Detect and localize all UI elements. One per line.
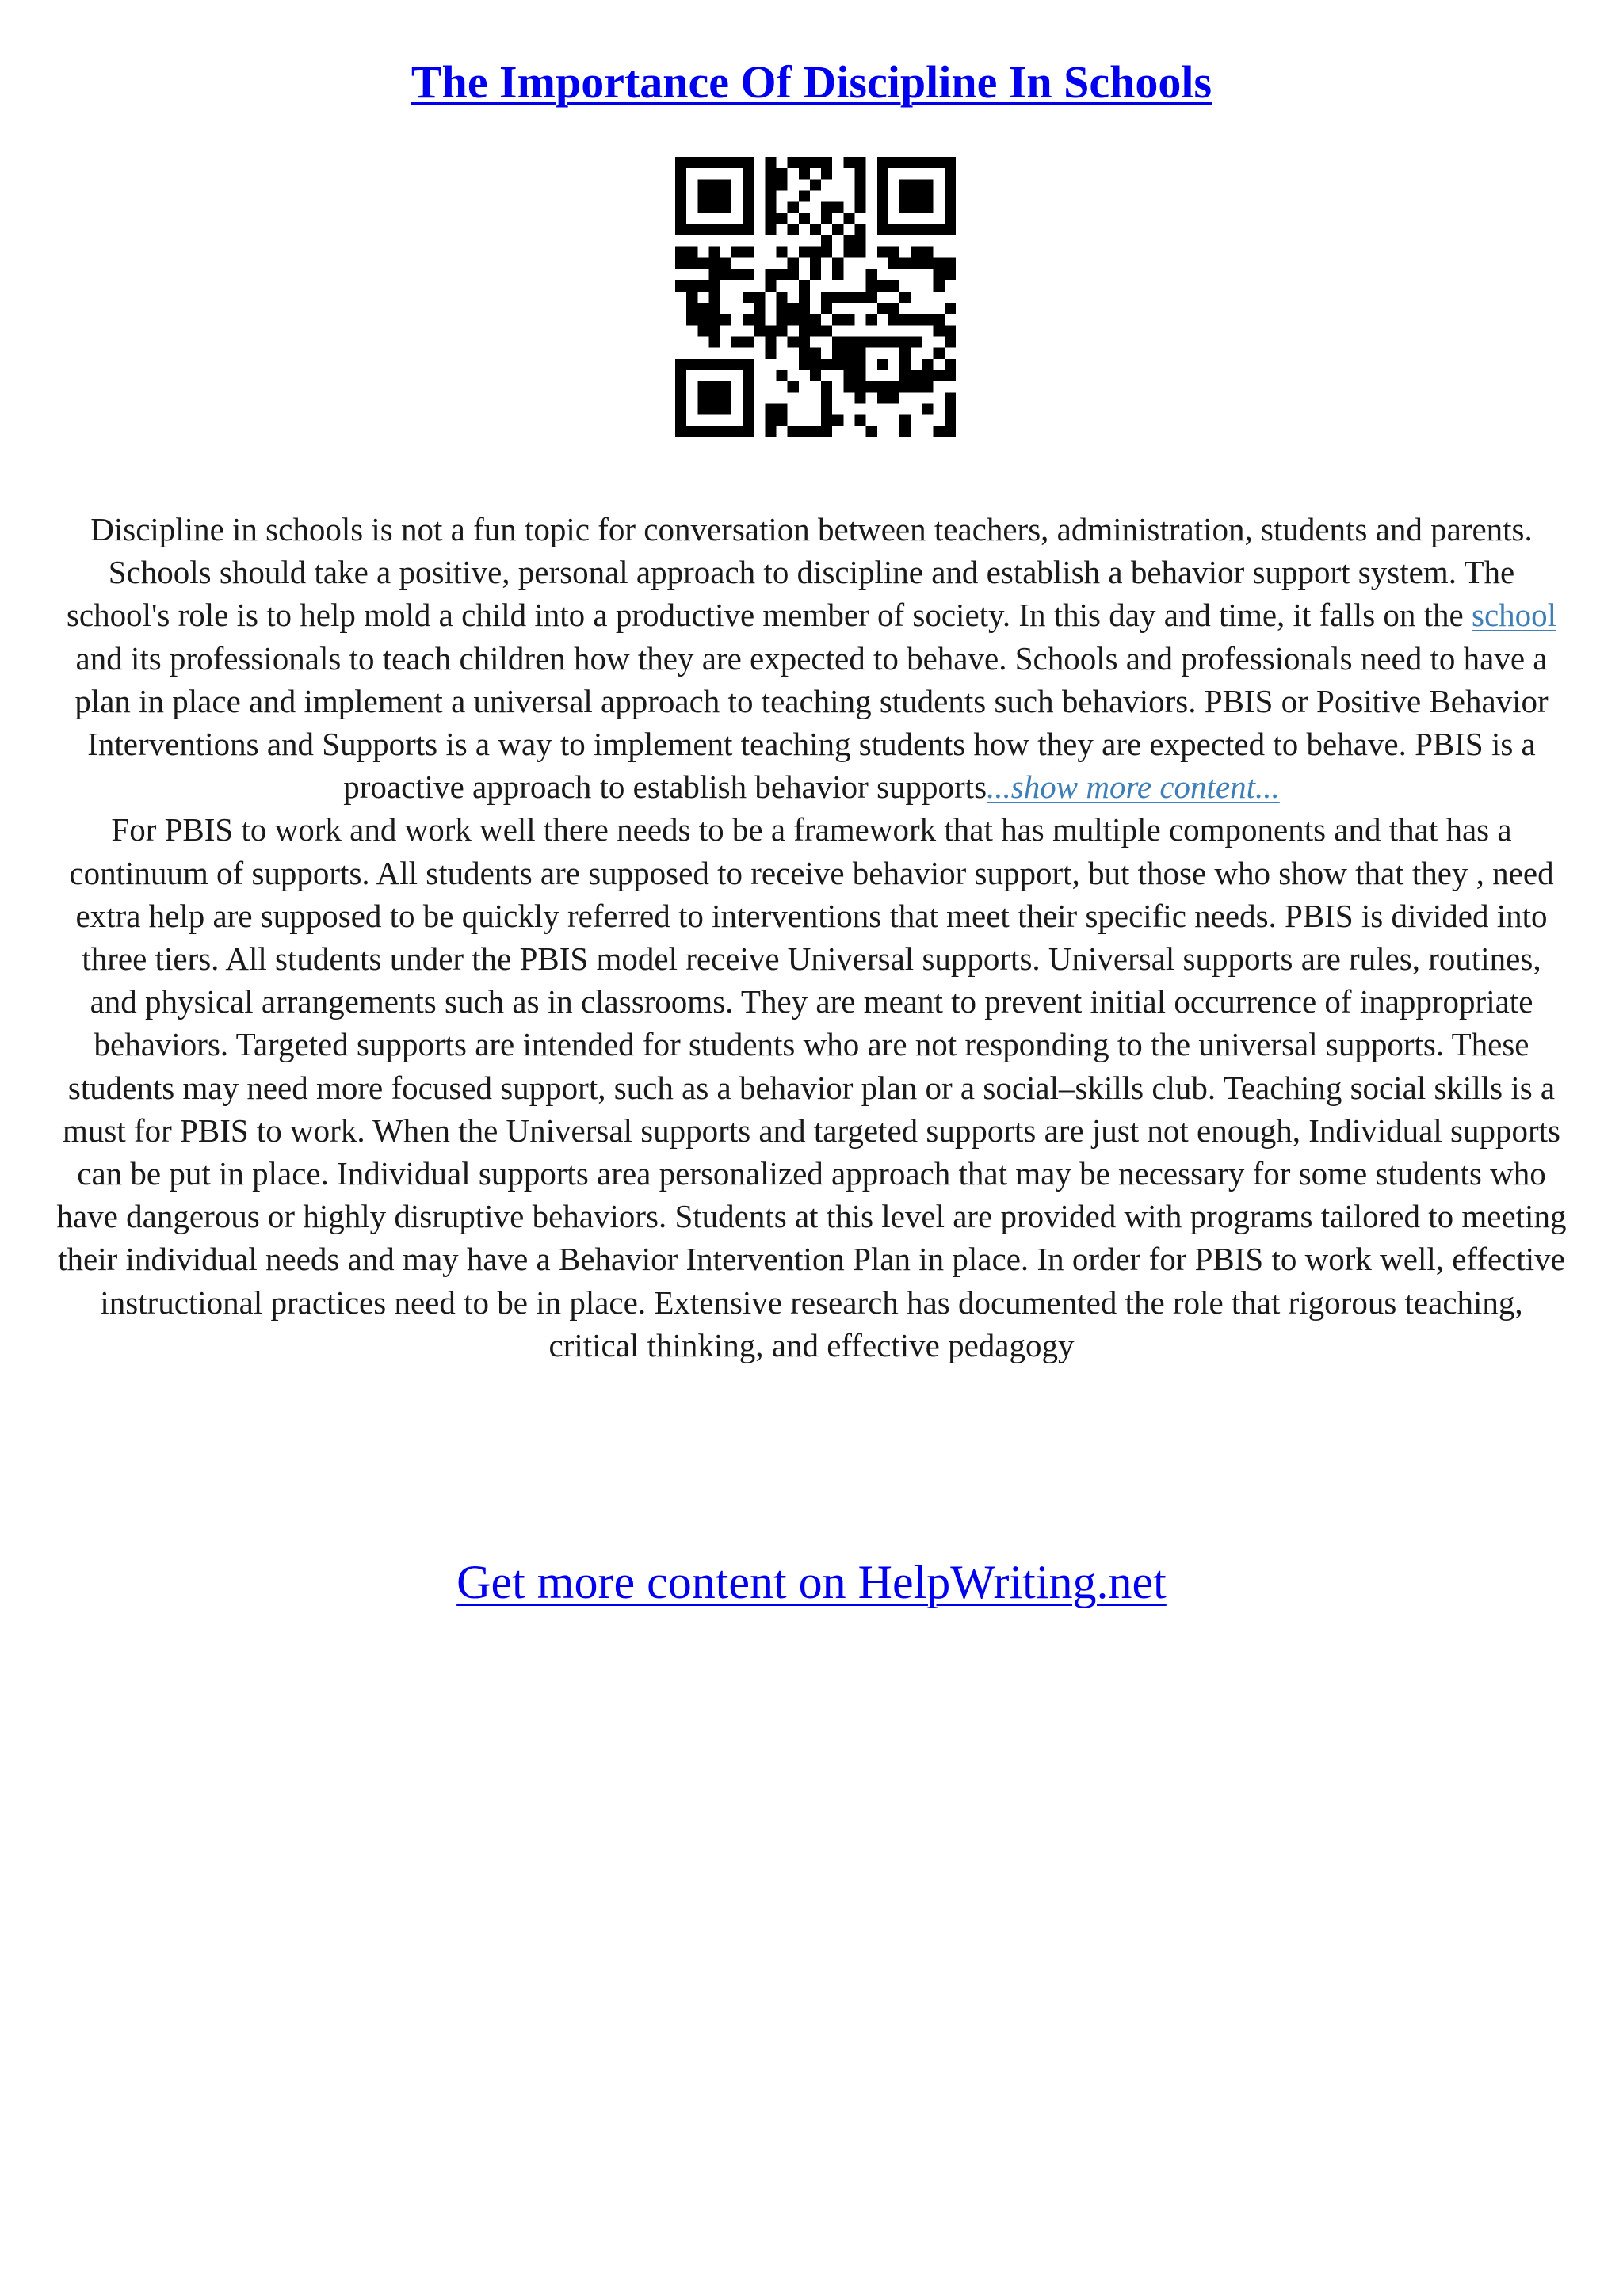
paragraph-intro [55, 508, 1568, 808]
intro-text-before-link: Discipline in schools is not a fun topic for conversation between teachers, administration, students and parents. Schools should take a positive, personal approach to discipline and establish a behavior support system. The school's role is to help mold a child into a productive member of society. In this day and time, it falls on the [66, 511, 1533, 634]
get-more-content-link[interactable]: Get more content on HelpWriting.net [456, 1556, 1167, 1608]
qr-code-icon [675, 157, 956, 437]
document-title-link[interactable]: The Importance Of Discipline In Schools [411, 56, 1212, 108]
show-more-content-link[interactable]: ...show more content... [987, 769, 1280, 806]
intro-text-after-link: and its professionals to teach children how they are expected to behave. Schools and professionals need to have a plan in place and implement a universal approach to teaching students such behaviors. PBIS or Positive Behavior Interventions and Supports is a way to implement teaching students how they are expected to behave. PBIS is a proactive approach to establish behavior supports [74, 639, 1549, 806]
paragraph-pbis: For PBIS to work and work well there needs to be a framework that has multiple components and that has a continuum of supports. All students are supposed to receive behavior support, but those who show that they , need extra help are supposed to be quickly referred to interventions that meet their specific needs. PBIS is divided into three tiers. All students under the PBIS model receive Universal supports. Universal supports are rules, routines, and physical arrangements such as in classrooms. They are meant to prevent initial occurrence of inappropriate behaviors. Targeted supports are intended for students who are not responding to the universal supports. These students may need more focused support, such as a behavior plan or a social–skills club. Teaching social skills is a must for PBIS to work. When the Universal supports and targeted supports are just not enough, Individual supports can be put in place. Individual supports area personalized approach that may be necessary for some students who have dangerous or highly disruptive behaviors. Students at this level are provided with programs tailored to meeting their individual needs and may have a Behavior Intervention Plan in place. In order for PBIS to work well, effective instructional practices need to be in place. Extensive research has documented the role that rigorous teaching, critical thinking, and effective pedagogy [56, 811, 1567, 1363]
article-body [55, 508, 1568, 1367]
school-link[interactable]: school [1472, 597, 1557, 634]
